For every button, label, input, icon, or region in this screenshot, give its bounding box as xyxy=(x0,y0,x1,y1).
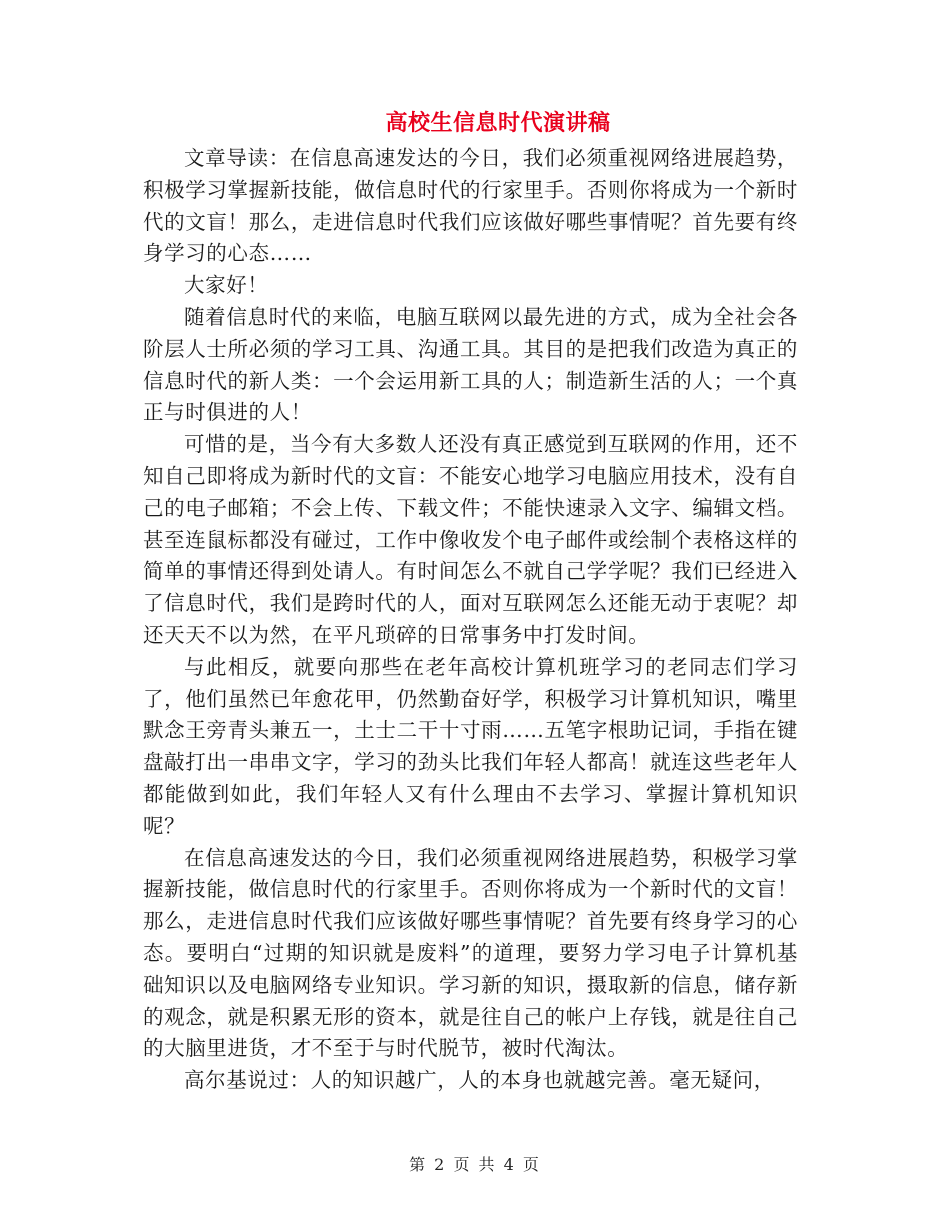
paragraph-gorky-quote: 高尔基说过：人的知识越广，人的本身也就越完善。毫无疑问， xyxy=(184,1068,775,1093)
document-title: 高校生信息时代演讲稿 xyxy=(385,111,611,136)
paragraph-information-age: 随着信息时代的来临，电脑互联网以最先进的方式，成为全社会各阶层人士所必须的学习工具、沟通工具。其目的是把我们改造为真正的信息时代的新人类：一个会运用新工具的人；制造新生活的人；一个真正与时俱进的人！ xyxy=(143,304,798,425)
paragraph-intro: 文章导读：在信息高速发达的今日，我们必须重视网络进展趋势，积极学习掌握新技能，做信息时代的行家里手。否则你将成为一个新时代的文盲！那么，走进信息时代我们应该做好哪些事情呢？首先要有终身学习的心态…… xyxy=(143,146,798,266)
paragraph-lifelong-learning: 在信息高速发达的今日，我们必须重视网络进展趋势，积极学习掌握新技能，做信息时代的行家里手。否则你将成为一个新时代的文盲！那么，走进信息时代我们应该做好哪些事情呢？首先要有终身学习的心态。要明白“过期的知识就是废料”的道理，要努力学习电子计算机基础知识以及电脑网络专业知识。学习新的知识，摄取新的信息，储存新的观念，就是积累无形的资本，就是往自己的帐户上存钱，就是往自己的大脑里进货，才不至于与时代脱节，被时代淘汰。 xyxy=(143,845,798,1061)
paragraph-contrast: 与此相反，就要向那些在老年高校计算机班学习的老同志们学习了，他们虽然已年愈花甲，仍然勤奋好学，积极学习计算机知识，嘴里默念王旁青头兼五一，土士二干十寸雨……五笔字根助记词，手指在键盘敲打出一串串文字，学习的劲头比我们年轻人都高！就连这些老年人都能做到如此，我们年轻人又有什么理由不去学习、掌握计算机知识呢？ xyxy=(143,654,798,838)
document-body xyxy=(143,143,798,1097)
paragraph-greeting: 大家好！ xyxy=(184,273,269,298)
page-number-footer: 第 2 页 共 4 页 xyxy=(409,1155,541,1174)
paragraph-regret: 可惜的是，当今有大多数人还没有真正感觉到互联网的作用，还不知自己即将成为新时代的文盲：不能安心地学习电脑应用技术，没有自己的电子邮箱；不会上传、下载文件；不能快速录入文字、编辑文档。甚至连鼠标都没有碰过，工作中像收发个电子邮件或绘制个表格这样的简单的事情还得到处请人。有时间怎么不就自己学学呢？我们已经进入了信息时代，我们是跨时代的人，面对互联网怎么还能无动于衷呢？却还天天不以为然，在平凡琐碎的日常事务中打发时间。 xyxy=(143,432,798,647)
